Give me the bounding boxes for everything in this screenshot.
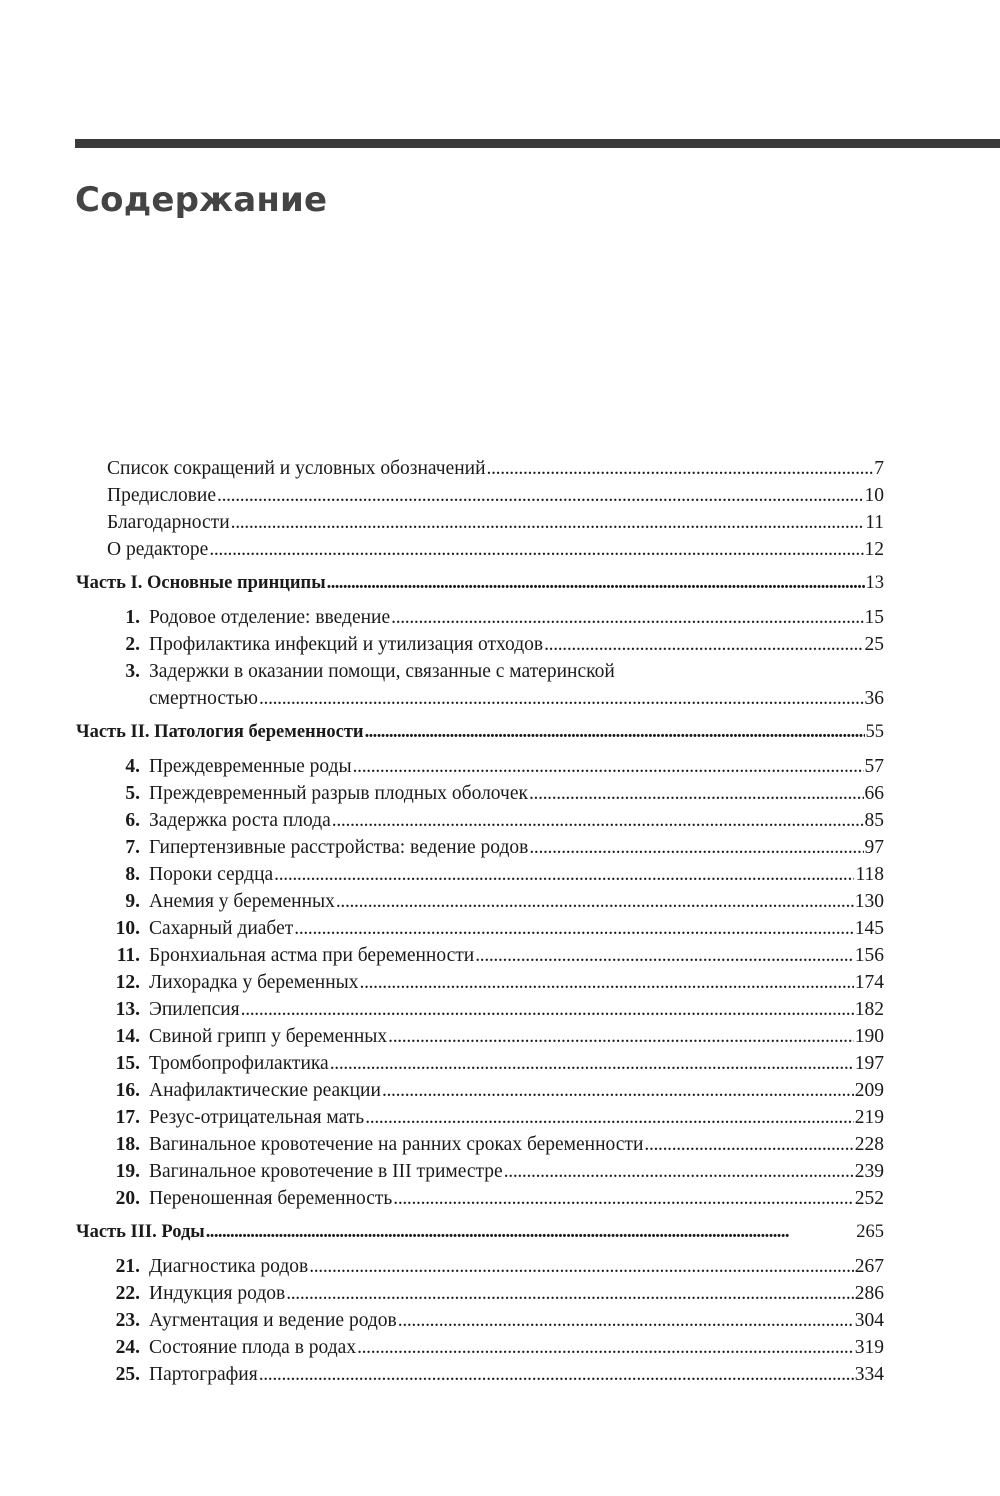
chapter-title: Вагинальное кровотечение в III триместре <box>149 1161 503 1182</box>
toc-chapter-entry <box>76 1158 884 1185</box>
page-number: 156 <box>854 945 884 966</box>
page-number: 15 <box>864 607 884 628</box>
page-number: 319 <box>854 1337 884 1358</box>
toc-chapter-entry <box>76 1253 884 1280</box>
toc-chapter-entry <box>76 834 884 861</box>
toc-chapter-entry <box>76 942 884 969</box>
dot-leader <box>336 888 854 915</box>
chapter-number: 19. <box>115 1161 140 1182</box>
toc-chapter-entry <box>76 1307 884 1334</box>
page-title: Содержание <box>75 180 328 220</box>
dot-leader <box>294 915 853 942</box>
chapter-title: Индукция родов <box>149 1283 286 1304</box>
chapter-title: Анафилактические реакции <box>149 1080 381 1101</box>
dot-leader <box>529 834 863 861</box>
dot-leader <box>357 1334 854 1361</box>
toc-chapter-entry <box>76 1023 884 1050</box>
toc-chapter-entry <box>76 861 884 888</box>
chapter-title: Сахарный диабет <box>149 918 294 939</box>
toc-chapter-entry <box>76 658 884 685</box>
toc-chapter-entry-continuation <box>76 685 884 712</box>
chapter-number: 4. <box>125 756 140 777</box>
chapter-number: 25. <box>115 1364 140 1385</box>
toc-chapter-entry <box>76 1280 884 1307</box>
page-number: 85 <box>864 810 884 831</box>
page-number: 145 <box>854 918 884 939</box>
chapter-number: 24. <box>115 1337 140 1358</box>
dot-leader <box>217 482 863 509</box>
page-number: 286 <box>854 1283 884 1304</box>
chapter-title: Задержка роста плода <box>149 810 331 831</box>
chapter-title: Тромбопрофилактика <box>149 1053 329 1074</box>
page-number: 130 <box>854 891 884 912</box>
chapter-title: Профилактика инфекций и утилизация отходов <box>149 634 544 655</box>
toc-chapter-entry <box>76 807 884 834</box>
dot-leader <box>475 942 854 969</box>
page-number: 66 <box>864 783 884 804</box>
page-number: 239 <box>854 1161 884 1182</box>
chapter-title: Состояние плода в родах <box>149 1337 357 1358</box>
toc-chapter-entry <box>76 1077 884 1104</box>
chapter-number: 3. <box>125 661 140 682</box>
dot-leader <box>332 807 864 834</box>
part-title: Часть III. Роды <box>76 1222 205 1242</box>
toc-chapter-entry <box>76 753 884 780</box>
entry-title: Предисловие <box>107 485 217 506</box>
toc-chapter-entry <box>76 969 884 996</box>
chapter-number: 20. <box>115 1188 140 1209</box>
part-title: Часть II. Патология беременности <box>76 722 364 742</box>
page-number: 267 <box>854 1256 884 1277</box>
dot-leader <box>388 1023 854 1050</box>
page-number: 265 <box>856 1222 884 1242</box>
chapter-number: 17. <box>115 1107 140 1128</box>
toc-chapter-entry <box>76 1104 884 1131</box>
chapter-number: 2. <box>125 634 140 655</box>
dot-leader <box>274 861 854 888</box>
chapter-number: 6. <box>125 810 140 831</box>
dot-leader <box>544 631 863 658</box>
toc-chapter-entry <box>76 996 884 1023</box>
dot-leader <box>487 455 874 482</box>
chapter-title: Резус-отрицательная мать <box>149 1107 365 1128</box>
chapter-title: Партография <box>149 1364 258 1385</box>
page-number: 190 <box>854 1026 884 1047</box>
chapter-title: Пороки сердца <box>149 864 274 885</box>
chapter-number: 11. <box>116 945 140 966</box>
chapter-number: 18. <box>115 1134 140 1155</box>
entry-title: О редакторе <box>107 539 209 560</box>
chapter-number: 15. <box>115 1053 140 1074</box>
chapter-number: 16. <box>115 1080 140 1101</box>
chapter-title: Лихорадка у беременных <box>149 972 359 993</box>
chapter-title: Родовое отделение: введение <box>149 607 391 628</box>
page-number: 304 <box>854 1310 884 1331</box>
page-number: 11 <box>865 512 884 533</box>
dot-leader <box>504 1158 854 1185</box>
part-title: Часть I. Основные принципы <box>76 573 326 593</box>
dot-leader <box>365 719 865 746</box>
dot-leader <box>353 753 864 780</box>
chapter-title: Эпилепсия <box>149 999 240 1020</box>
page-number: 13 <box>865 573 884 593</box>
page-number: 57 <box>864 756 884 777</box>
dot-leader <box>360 969 854 996</box>
page-number: 252 <box>854 1188 884 1209</box>
chapter-title: Анемия у беременных <box>149 891 335 912</box>
page-number: 334 <box>854 1364 884 1385</box>
chapter-number: 23. <box>115 1310 140 1331</box>
page-number: 174 <box>854 972 884 993</box>
toc-chapter-entry <box>76 1185 884 1212</box>
chapter-number: 10. <box>115 918 140 939</box>
dot-leader <box>206 1219 856 1246</box>
dot-leader <box>231 509 865 536</box>
chapter-title: Бронхиальная астма при беременности <box>149 945 475 966</box>
chapter-number: 9. <box>125 891 140 912</box>
toc-part-heading <box>76 1219 884 1246</box>
page-number: 209 <box>854 1080 884 1101</box>
chapter-number: 7. <box>125 837 140 858</box>
dot-leader <box>209 536 863 563</box>
dot-leader <box>529 780 864 807</box>
toc-chapter-entry <box>76 631 884 658</box>
dot-leader <box>391 604 863 631</box>
dot-leader <box>309 1253 854 1280</box>
toc-chapter-entry <box>76 604 884 631</box>
dot-leader <box>644 1131 853 1158</box>
page-number: 25 <box>864 634 884 655</box>
chapter-number: 22. <box>115 1283 140 1304</box>
toc-entry-front-matter <box>76 455 884 482</box>
page-number: 10 <box>864 485 884 506</box>
top-rule <box>75 139 1000 148</box>
chapter-number: 1. <box>125 607 140 628</box>
dot-leader <box>398 1307 854 1334</box>
page-number: 36 <box>864 688 884 709</box>
chapter-number: 8. <box>125 864 140 885</box>
page-number: 182 <box>854 999 884 1020</box>
entry-title: Благодарности <box>107 512 230 533</box>
page-number: 228 <box>854 1134 884 1155</box>
page-number: 7 <box>874 458 884 479</box>
toc-chapter-entry <box>76 1334 884 1361</box>
chapter-title: Преждевременные роды <box>149 756 352 777</box>
chapter-number: 12. <box>115 972 140 993</box>
toc-entry-front-matter <box>76 482 884 509</box>
toc-chapter-entry <box>76 1050 884 1077</box>
dot-leader <box>365 1104 854 1131</box>
toc-chapter-entry <box>76 1131 884 1158</box>
chapter-number: 13. <box>115 999 140 1020</box>
toc-chapter-entry <box>76 888 884 915</box>
toc-entry-front-matter <box>76 509 884 536</box>
dot-leader <box>382 1077 854 1104</box>
toc-part-heading <box>76 719 884 746</box>
dot-leader <box>286 1280 854 1307</box>
page-number: 219 <box>854 1107 884 1128</box>
toc-part-heading <box>76 570 884 597</box>
page-number: 12 <box>864 539 884 560</box>
chapter-title: Аугментация и ведение родов <box>149 1310 397 1331</box>
chapter-title: Преждевременный разрыв плодных оболочек <box>149 783 528 804</box>
toc-chapter-entry <box>76 1361 884 1388</box>
chapter-title: Переношенная беременность <box>149 1188 393 1209</box>
chapter-title: Вагинальное кровотечение на ранних сроках беременности <box>149 1134 644 1155</box>
chapter-title: Задержки в оказании помощи, связанные с материнской <box>149 661 615 682</box>
chapter-title-continuation: смертностью <box>149 688 258 709</box>
chapter-number: 5. <box>125 783 140 804</box>
table-of-contents <box>76 455 884 1388</box>
entry-title: Список сокращений и условных обозначений <box>107 458 486 479</box>
chapter-title: Диагностика родов <box>149 1256 309 1277</box>
dot-leader <box>259 685 864 712</box>
toc-entry-front-matter <box>76 536 884 563</box>
page-number: 55 <box>865 722 884 742</box>
dot-leader <box>327 570 865 597</box>
page-number: 118 <box>855 864 884 885</box>
chapter-number: 14. <box>115 1026 140 1047</box>
dot-leader <box>393 1185 853 1212</box>
page-number: 97 <box>864 837 884 858</box>
chapter-title: Гипертензивные расстройства: ведение родов <box>149 837 529 858</box>
chapter-number: 21. <box>115 1256 140 1277</box>
toc-chapter-entry <box>76 915 884 942</box>
chapter-title: Свиной грипп у беременных <box>149 1026 388 1047</box>
dot-leader <box>241 996 854 1023</box>
toc-chapter-entry <box>76 780 884 807</box>
dot-leader <box>330 1050 854 1077</box>
page-number: 197 <box>854 1053 884 1074</box>
dot-leader <box>259 1361 854 1388</box>
